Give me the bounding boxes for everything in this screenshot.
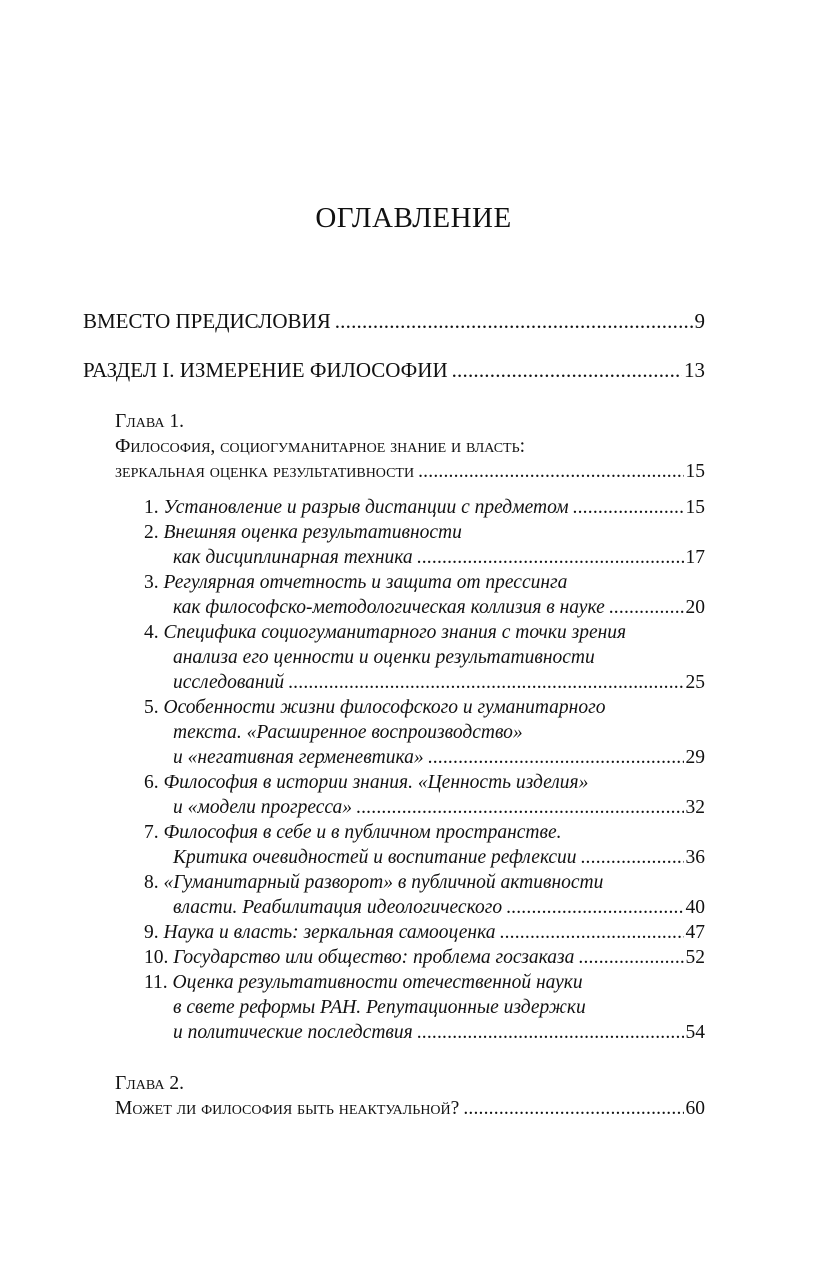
dot-leader: [573, 495, 684, 520]
toc-entry-chapter-1[interactable]: [115, 459, 705, 484]
section-title-cont: и «негативная герменевтика»: [173, 747, 424, 768]
toc-section-6[interactable]: [173, 795, 705, 820]
toc-page-number: 9: [694, 309, 705, 333]
toc-section-7[interactable]: [173, 845, 705, 870]
toc-section-6-line1[interactable]: [144, 770, 705, 795]
section-title: «Гуманитарный разворот» в публичной активности: [163, 872, 604, 893]
toc-section-11-line1[interactable]: [144, 970, 705, 995]
toc-section-4[interactable]: [173, 670, 705, 695]
toc-section-1[interactable]: [144, 495, 705, 520]
dot-leader: [609, 595, 684, 620]
toc-section-10[interactable]: [144, 945, 705, 970]
section-number: 9.: [144, 922, 159, 943]
toc-page-number: 52: [685, 947, 705, 968]
section-title-cont: и политические последствия: [173, 1022, 413, 1043]
toc-page-number: 15: [685, 497, 705, 518]
toc-page-number: 29: [685, 747, 705, 768]
section-title: Оценка результативности отечественной науки: [172, 972, 583, 993]
section-title-cont: и «модели прогресса»: [173, 797, 353, 818]
chapter-1-title-line1: Философия, социогуманитарное знание и власть:: [115, 436, 526, 457]
toc-page-number: 36: [685, 847, 705, 868]
toc-section-7-line1[interactable]: [144, 820, 705, 845]
toc-section-11-line2[interactable]: [173, 995, 705, 1020]
section-title: Специфика социогуманитарного знания с точки зрения: [163, 622, 627, 643]
section-title-cont: власти. Реабилитация идеологического: [173, 897, 503, 918]
dot-leader: [417, 1020, 684, 1045]
toc-section-4-line2[interactable]: [173, 645, 705, 670]
dot-leader: [335, 309, 693, 334]
toc-entry-text: РАЗДЕЛ I. ИЗМЕРЕНИЕ ФИЛОСОФИИ: [83, 358, 448, 382]
toc-section-8[interactable]: [173, 895, 705, 920]
dot-leader: [288, 670, 683, 695]
toc-entry-chapter-2[interactable]: [115, 1096, 705, 1121]
toc-section-2[interactable]: [173, 545, 705, 570]
section-number: 4.: [144, 622, 159, 643]
section-number: 5.: [144, 697, 159, 718]
section-title-cont: как дисциплинарная техника: [173, 547, 413, 568]
dot-leader: [500, 920, 684, 945]
section-number: 1.: [144, 497, 159, 518]
dot-leader: [428, 745, 684, 770]
toc-section-3[interactable]: [173, 595, 705, 620]
toc-section-11[interactable]: [173, 1020, 705, 1045]
toc-page-number: 47: [685, 922, 705, 943]
dot-leader: [580, 845, 683, 870]
dot-leader: [417, 545, 684, 570]
section-title: Философия в истории знания. «Ценность изделия»: [163, 772, 589, 793]
toc-section-5[interactable]: [173, 745, 705, 770]
toc-section-5-line2[interactable]: [173, 720, 705, 745]
section-title: Регулярная отчетность и защита от прессинга: [163, 572, 568, 593]
dot-leader: [418, 459, 683, 484]
section-title: Философия в себе и в публичном пространстве.: [163, 822, 562, 843]
dot-leader: [463, 1096, 683, 1121]
section-title-cont: как философско-методологическая коллизия в науке: [173, 597, 605, 618]
page-title: ОГЛАВЛЕНИЕ: [315, 202, 512, 234]
section-title: Наука и власть: зеркальная самооценка: [163, 922, 496, 943]
section-title: Государство или общество: проблема госзаказа: [173, 947, 575, 968]
toc-page-number: 15: [685, 461, 705, 482]
toc-entry-preface[interactable]: [83, 309, 705, 334]
section-title-cont: текста. «Расширенное воспроизводство»: [173, 722, 523, 743]
section-number: 6.: [144, 772, 159, 793]
toc-page-number: 17: [685, 547, 705, 568]
section-title-cont: исследований: [173, 672, 285, 693]
toc-page-number: 20: [685, 597, 705, 618]
section-title-cont: анализа его ценности и оценки результативности: [173, 647, 595, 668]
toc-page-number: 54: [685, 1022, 705, 1043]
dot-leader: [506, 895, 683, 920]
toc-entry-text: зеркальная оценка результативности: [115, 461, 415, 482]
toc-section-5-line1[interactable]: [144, 695, 705, 720]
section-number: 7.: [144, 822, 159, 843]
toc-page-number: 60: [685, 1098, 705, 1119]
section-number: 2.: [144, 522, 159, 543]
dot-leader: [356, 795, 683, 820]
dot-leader: [452, 358, 682, 383]
toc-entry-text: ВМЕСТО ПРЕДИСЛОВИЯ: [83, 309, 331, 333]
toc-page-number: 25: [685, 672, 705, 693]
toc-entry-section-1[interactable]: [83, 358, 705, 383]
section-number: 10.: [144, 947, 169, 968]
section-number: 3.: [144, 572, 159, 593]
toc-section-3-line1[interactable]: [144, 570, 705, 595]
toc-section-8-line1[interactable]: [144, 870, 705, 895]
chapter-1-label: Глава 1.: [115, 411, 184, 432]
section-title: Установление и разрыв дистанции с предметом: [163, 497, 569, 518]
section-title-cont: в свете реформы РАН. Репутационные издержки: [173, 997, 586, 1018]
section-number: 8.: [144, 872, 159, 893]
toc-page-number: 13: [684, 358, 705, 382]
section-number: 11.: [144, 972, 168, 993]
toc-entry-text: Может ли философия быть неактуальной?: [115, 1098, 460, 1119]
toc-section-2-line1[interactable]: [144, 520, 705, 545]
section-title: Внешняя оценка результативности: [163, 522, 462, 543]
section-title-cont: Критика очевидностей и воспитание рефлексии: [173, 847, 577, 868]
chapter-2-label: Глава 2.: [115, 1073, 184, 1094]
toc-page-number: 32: [685, 797, 705, 818]
toc-page-number: 40: [685, 897, 705, 918]
dot-leader: [578, 945, 683, 970]
toc-section-9[interactable]: [144, 920, 705, 945]
toc-section-4-line1[interactable]: [144, 620, 705, 645]
section-title: Особенности жизни философского и гуманитарного: [163, 697, 606, 718]
